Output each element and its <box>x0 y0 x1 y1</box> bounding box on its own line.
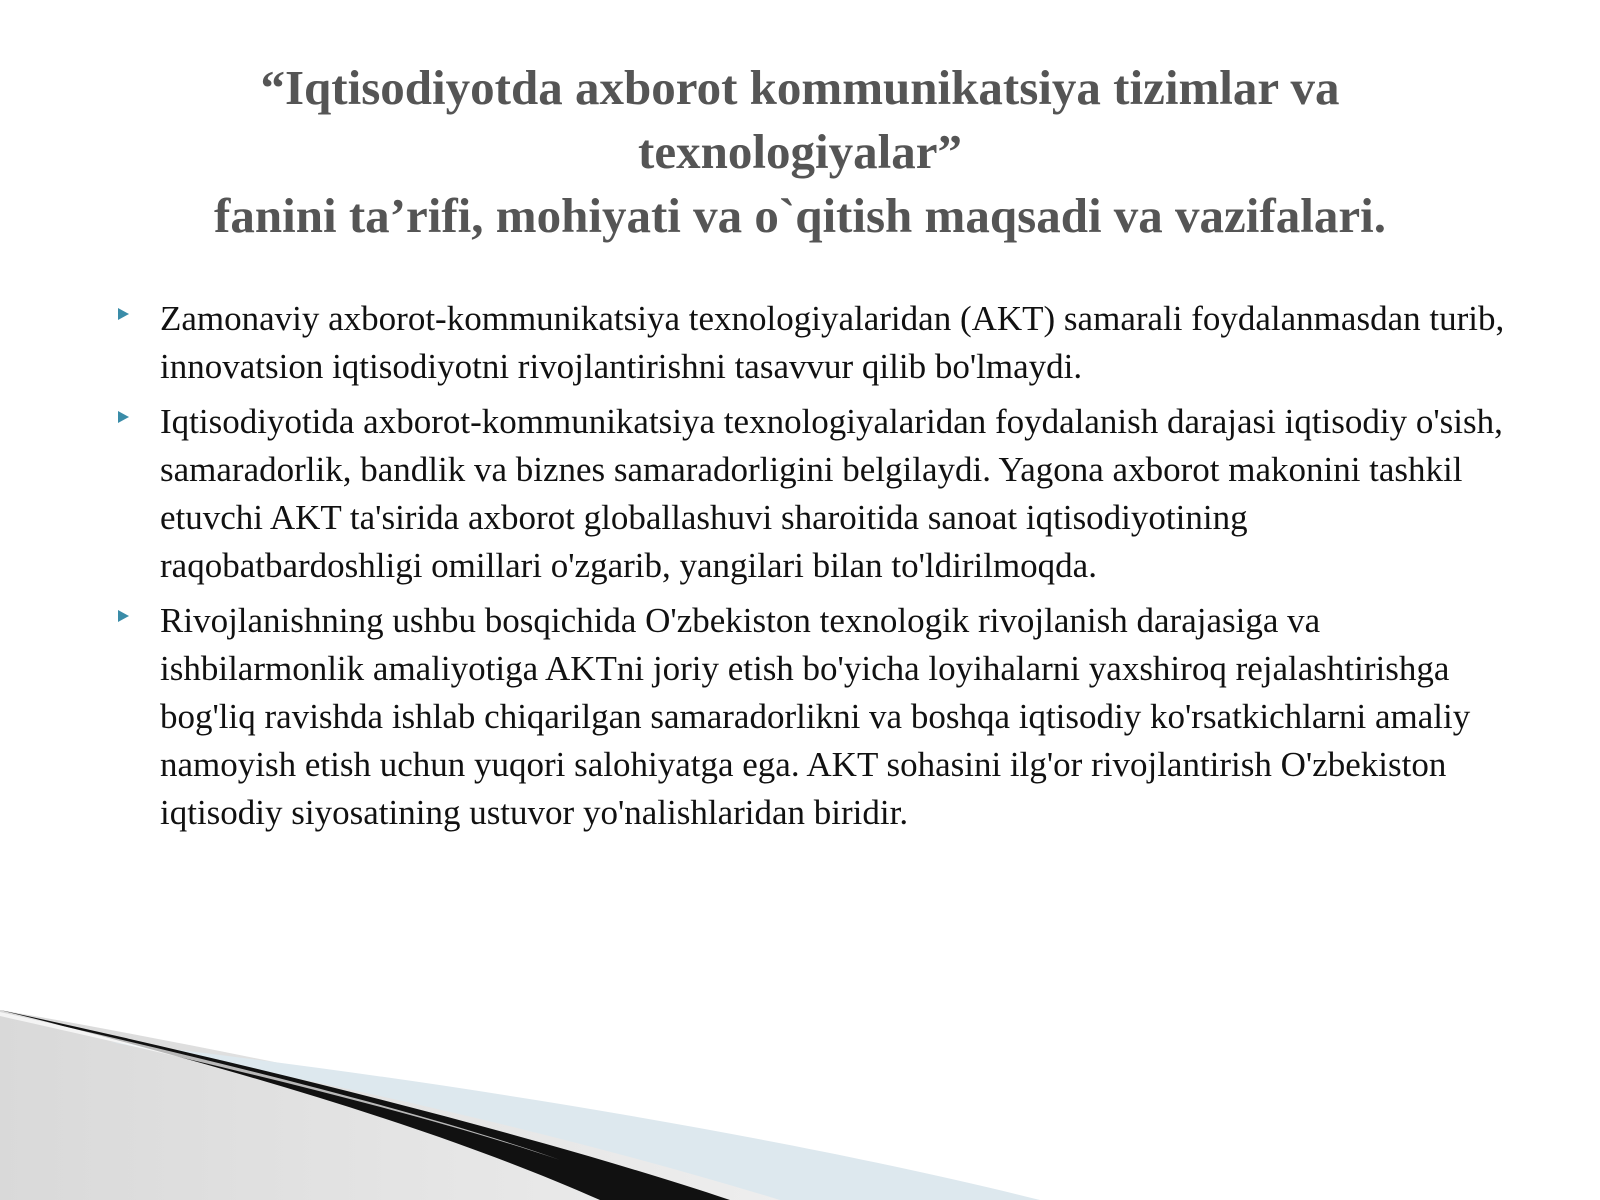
bullet-text: Rivojlanishning ushbu bosqichida O'zbekiston texnologik rivojlanish darajasiga va ishbilarmonlik amaliyotiga AKTni joriy etish bo'yicha loyihalarni yaxshiroq rejalashtirishga bog'liq ravishda ishlab chiqarilgan samaradorlikni va boshqa iqtisodiy ko'rsatkichlarni amaliy namoyish etish uchun yuqori salohiyatga ega. AKT sohasini ilg'or rivojlantirish O'zbekiston iqtisodiy siyosatining ustuvor yo'nalishlaridan biridir. <box>160 601 1471 832</box>
title-line-1: “Iqtisodiyotda axborot kommunikatsiya tizimlar va <box>260 60 1340 115</box>
bullet-text: Iqtisodiyotida axborot-kommunikatsiya texnologiyalaridan foydalanish darajasi iqtisodiy o'sish, samaradorlik, bandlik va biznes samaradorligini belgilaydi. Yagona axborot makonini tashkil etuvchi AKT ta'sirida axborot globallashuvi sharoitida sanoat iqtisodiyotining raqobatbardoshligi omillari o'zgarib, yangilari bilan to'ldirilmoqda. <box>160 402 1503 585</box>
slide-title <box>100 56 1500 248</box>
triangle-bullet-icon <box>118 411 129 423</box>
title-line-3: fanini ta’rifi, mohiyati va o`qitish maqsadi va vazifalari. <box>214 188 1386 243</box>
bullet-item <box>118 398 1518 590</box>
triangle-bullet-icon <box>118 308 129 320</box>
bullet-item <box>118 295 1518 391</box>
bullet-text: Zamonaviy axborot-kommunikatsiya texnologiyalaridan (AKT) samarali foydalanmasdan turib, innovatsion iqtisodiyotni rivojlantirishni tasavvur qilib bo'lmaydi. <box>160 299 1505 386</box>
bullet-item <box>118 597 1518 837</box>
title-line-2: texnologiyalar” <box>638 124 962 179</box>
triangle-bullet-icon <box>118 610 129 622</box>
bullet-list <box>118 295 1518 844</box>
